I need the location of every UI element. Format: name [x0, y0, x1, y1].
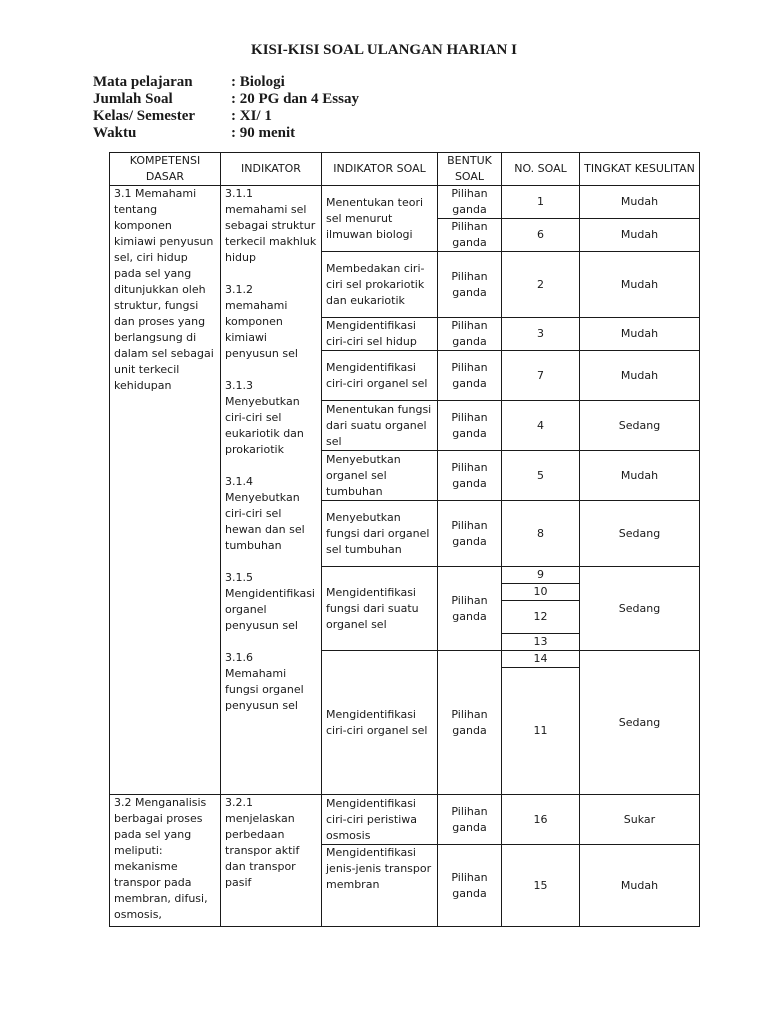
- indikator-soal-cell: Menyebutkan fungsi dari organel sel tumbuhan: [322, 501, 438, 567]
- no-soal-cell: 12: [502, 601, 580, 634]
- header-indikator: INDIKATOR: [221, 153, 322, 186]
- tingkat-kesulitan-cell: Sedang: [580, 401, 700, 451]
- tingkat-kesulitan-cell: Sedang: [580, 567, 700, 651]
- no-soal-cell: 16: [502, 795, 580, 845]
- no-soal-cell: 11: [502, 668, 580, 795]
- meta-row-class: [93, 108, 359, 125]
- tingkat-kesulitan-cell: Mudah: [580, 318, 700, 351]
- tingkat-kesulitan-cell: Mudah: [580, 351, 700, 401]
- tingkat-kesulitan-cell: Sedang: [580, 651, 700, 795]
- no-soal-cell: 13: [502, 634, 580, 651]
- tingkat-kesulitan-cell: Sukar: [580, 795, 700, 845]
- meta-row-time: [93, 125, 359, 142]
- header-bentuk-soal: BENTUK SOAL: [438, 153, 502, 186]
- meta-label: Mata pelajaran: [93, 74, 193, 90]
- meta-label: Kelas/ Semester: [93, 108, 196, 124]
- table-row: [110, 795, 700, 845]
- no-soal-cell: 10: [502, 584, 580, 601]
- no-soal-cell: 7: [502, 351, 580, 401]
- indikator-item: 3.1.4 Menyebutkan ciri-ciri sel hewan dan sel tumbuhan: [225, 475, 305, 552]
- meta-value: : 90 menit: [231, 125, 296, 141]
- indikator-soal-cell: Mengidentifikasi ciri-ciri peristiwa osmosis: [322, 795, 438, 845]
- bentuk-soal-cell: Pilihan ganda: [438, 351, 502, 401]
- tingkat-kesulitan-cell: Mudah: [580, 219, 700, 252]
- bentuk-soal-cell: Pilihan ganda: [438, 186, 502, 219]
- kompetensi-dasar-cell: 3.1 Memahami tentang komponen kimiawi penyusun sel, ciri hidup pada sel yang ditunjukkan oleh struktur, fungsi dan proses yang berlangsung di dalam sel sebagai unit terkecil kehidupan: [110, 186, 221, 795]
- header-kompetensi-dasar: KOMPETENSI DASAR: [110, 153, 221, 186]
- indikator-soal-cell: Membedakan ciri-ciri sel prokariotik dan eukariotik: [322, 252, 438, 318]
- bentuk-soal-cell: Pilihan ganda: [438, 318, 502, 351]
- indikator-cell: 3.2.1 menjelaskan perbedaan transpor aktif dan transpor pasif: [221, 795, 322, 927]
- bentuk-soal-cell: Pilihan ganda: [438, 651, 502, 795]
- indikator-soal-cell: Mengidentifikasi ciri-ciri sel hidup: [322, 318, 438, 351]
- indikator-item: 3.1.3 Menyebutkan ciri-ciri sel eukariotik dan prokariotik: [225, 379, 304, 456]
- document-meta: [93, 74, 359, 142]
- no-soal-cell: 6: [502, 219, 580, 252]
- no-soal-cell: 1: [502, 186, 580, 219]
- meta-value: : Biologi: [231, 74, 285, 90]
- table-row: [110, 186, 700, 219]
- indikator-item: 3.1.6 Memahami fungsi organel penyusun sel: [225, 651, 304, 712]
- header-indikator-soal: INDIKATOR SOAL: [322, 153, 438, 186]
- indikator-item: 3.1.1 memahami sel sebagai struktur terkecil makhluk hidup: [225, 187, 317, 264]
- no-soal-cell: 5: [502, 451, 580, 501]
- meta-label: Jumlah Soal: [93, 91, 173, 107]
- no-soal-cell: 9: [502, 567, 580, 584]
- meta-row-count: [93, 91, 359, 108]
- indikator-soal-cell: Menentukan teori sel menurut ilmuwan biologi: [322, 186, 438, 252]
- bentuk-soal-cell: Pilihan ganda: [438, 401, 502, 451]
- table-header-row: [110, 153, 700, 186]
- indikator-soal-cell: Menyebutkan organel sel tumbuhan: [322, 451, 438, 501]
- tingkat-kesulitan-cell: Mudah: [580, 186, 700, 219]
- indikator-soal-cell: Mengidentifikasi ciri-ciri organel sel: [322, 651, 438, 795]
- bentuk-soal-cell: Pilihan ganda: [438, 567, 502, 651]
- no-soal-cell: 15: [502, 845, 580, 927]
- indikator-item: 3.1.5 Mengidentifikasi organel penyusun sel: [225, 571, 315, 632]
- tingkat-kesulitan-cell: Mudah: [580, 845, 700, 927]
- kisi-kisi-table: [109, 152, 700, 927]
- indikator-item: 3.1.2 memahami komponen kimiawi penyusun sel: [225, 283, 298, 360]
- no-soal-cell: 8: [502, 501, 580, 567]
- meta-value: : XI/ 1: [231, 108, 272, 124]
- bentuk-soal-cell: Pilihan ganda: [438, 795, 502, 845]
- meta-value: : 20 PG dan 4 Essay: [231, 91, 359, 107]
- bentuk-soal-cell: Pilihan ganda: [438, 845, 502, 927]
- bentuk-soal-cell: Pilihan ganda: [438, 501, 502, 567]
- indikator-soal-cell: Mengidentifikasi jenis-jenis transpor membran: [322, 845, 438, 927]
- no-soal-cell: 3: [502, 318, 580, 351]
- no-soal-cell: 14: [502, 651, 580, 668]
- kompetensi-dasar-cell: 3.2 Menganalisis berbagai proses pada sel yang meliputi: mekanisme transpor pada membran, difusi, osmosis,: [110, 795, 221, 927]
- tingkat-kesulitan-cell: Mudah: [580, 252, 700, 318]
- tingkat-kesulitan-cell: Sedang: [580, 501, 700, 567]
- indikator-soal-cell: Menentukan fungsi dari suatu organel sel: [322, 401, 438, 451]
- document-title: KISI-KISI SOAL ULANGAN HARIAN I: [251, 42, 517, 58]
- no-soal-cell: 2: [502, 252, 580, 318]
- meta-label: Waktu: [93, 125, 137, 141]
- bentuk-soal-cell: Pilihan ganda: [438, 252, 502, 318]
- header-no-soal: NO. SOAL: [502, 153, 580, 186]
- tingkat-kesulitan-cell: Mudah: [580, 451, 700, 501]
- header-tingkat-kesulitan: TINGKAT KESULITAN: [580, 153, 700, 186]
- indikator-cell: [221, 186, 322, 795]
- bentuk-soal-cell: Pilihan ganda: [438, 451, 502, 501]
- no-soal-cell: 4: [502, 401, 580, 451]
- indikator-soal-cell: Mengidentifikasi ciri-ciri organel sel: [322, 351, 438, 401]
- bentuk-soal-cell: Pilihan ganda: [438, 219, 502, 252]
- indikator-soal-cell: Mengidentifikasi fungsi dari suatu organel sel: [322, 567, 438, 651]
- meta-row-subject: [93, 74, 359, 91]
